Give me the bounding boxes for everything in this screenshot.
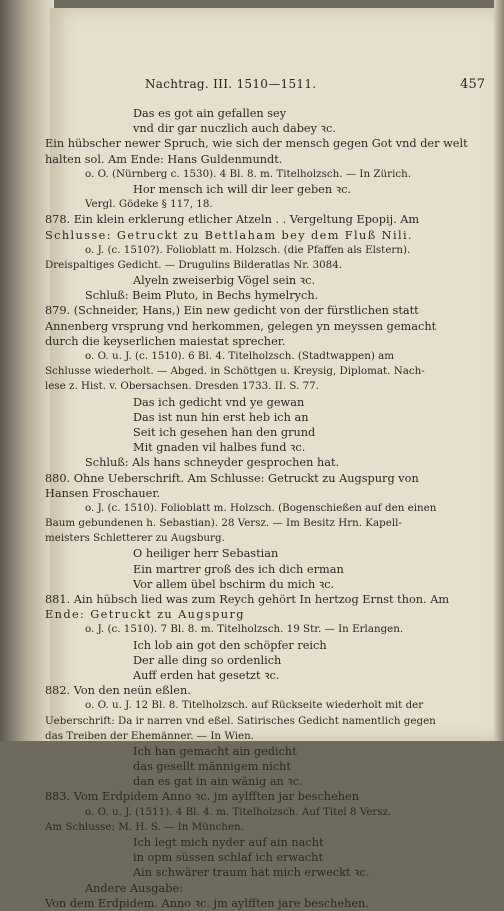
text-line: Von dem Erdpidem. Anno ꝛc. jm aylfften jare beschehen. — [45, 896, 369, 910]
text-line: Annenberg vrsprung vnd herkommen, gelegen yn meyssen gemacht — [45, 319, 437, 333]
text-line: in opm süssen schlaf ich erwacht — [133, 851, 323, 865]
page-body — [45, 106, 485, 911]
page-stack-edge — [494, 0, 504, 741]
text-line: o. O. u. J. 12 Bl. 8. Titelholzsch. auf Rückseite wiederholt mit der — [85, 699, 424, 712]
text-line: o. J. (c. 1510?). Folioblatt m. Holzsch. (die Pfaffen als Elstern). — [85, 243, 411, 256]
text-line: Hansen Froschauer. — [45, 486, 161, 500]
text-line: Ueberschrift: Da ir narren vnd eßel. Satirisches Gedicht namentlich gegen — [45, 714, 436, 727]
running-title: Nachtrag. III. 1510—1511. — [145, 77, 317, 91]
text-line: o. O. (Nürnberg c. 1530). 4 Bl. 8. m. Titelholzsch. — In Zürich. — [85, 167, 412, 180]
text-line: Ich han gemacht ain gedicht — [133, 744, 297, 758]
text-line: 880. Ohne Ueberschrift. Am Schlusse: Getruckt zu Augspurg von — [45, 471, 419, 485]
text-line: das Treiben der Ehemänner. — In Wien. — [45, 729, 255, 742]
text-line: Vor allem übel bschirm du mich ꝛc. — [133, 577, 335, 591]
text-line: Schlusse: Getruckt zu Bettlaham bey dem Fluß Nili. — [45, 228, 413, 242]
text-line: Ich lob ain got den schöpfer reich — [133, 638, 327, 652]
text-line: Das es got ain gefallen sey — [133, 107, 287, 120]
text-line: Das ich gedicht vnd ye gewan — [133, 395, 305, 409]
page-number: 457 — [460, 77, 485, 92]
text-line: Schluß: Als hans schneyder gesprochen hat. — [85, 456, 340, 470]
text-line: Schluß: Beim Pluto, in Bechs hymelrych. — [85, 289, 319, 303]
text-line: Das ist nun hin erst heb ich an — [133, 410, 309, 424]
text-line: halten sol. Am Ende: Hans Guldenmundt. — [45, 152, 283, 166]
text-line: o. J. (c. 1510). Folioblatt m. Holzsch. (Bogenschießen auf den einen — [85, 501, 437, 514]
text-line: 879. (Schneider, Hans,) Ein new gedicht von der fürstlichen statt — [45, 304, 419, 318]
text-line: O heiliger herr Sebastian — [133, 547, 279, 561]
text-line: lese z. Hist. v. Obersachsen. Dresden 1733. II. S. 77. — [45, 380, 320, 393]
text-line: o. O. u. J. (1511). 4 Bl. 4. m. Titelholzsch. Auf Titel 8 Versz. — [85, 805, 392, 818]
text-line: 878. Ein klein erklerung etlicher Atzeln . . Vergeltung Epopij. Am — [45, 213, 420, 227]
text-line: Auff erden hat gesetzt ꝛc. — [133, 668, 280, 682]
text-line: Schlusse wiederholt. — Abged. in Schöttgen u. Kreysig, Diplomat. Nach- — [45, 365, 425, 378]
text-line: Mit gnaden vil halbes fund ꝛc. — [133, 441, 306, 455]
text-line: Ain schwärer traum hat mich erweckt ꝛc. — [133, 866, 370, 880]
text-line: Seit ich gesehen han den grund — [133, 425, 316, 439]
text-line: Der alle ding so ordenlich — [133, 653, 282, 667]
text-line: Alyeln zweiserbig Vögel sein ꝛc. — [133, 274, 316, 288]
text-line: meisters Schletterer zu Augsburg. — [45, 532, 225, 545]
text-line: 881. Ain hübsch lied was zum Reych gehört In hertzog Ernst thon. Am — [45, 593, 450, 606]
text-line: Vergl. Gödeke § 117, 18. — [85, 198, 213, 211]
text-line: vnd dir gar nuczlich auch dabey ꝛc. — [133, 122, 336, 136]
text-line: Ende: Getruckt zu Augspurg — [45, 608, 245, 622]
book-cover-edge — [0, 0, 28, 741]
text-line: Dreispaltiges Gedicht. — Drugulins Bilderatlas Nr. 3084. — [45, 258, 343, 271]
text-line: Hor mensch ich will dir leer geben ꝛc. — [133, 182, 351, 196]
text-line: Ich legt mich nyder auf ain nacht — [133, 836, 324, 849]
text-line: Ein hübscher newer Spruch, wie sich der mensch gegen Got vnd der welt — [45, 137, 468, 151]
text-line: Ein martrer groß des ich dich erman — [133, 562, 344, 576]
text-line: 883. Vom Erdpidem Anno ꝛc. jm aylfften jar beschehen — [45, 790, 359, 804]
text-line: 882. Von den neün eßlen. — [45, 684, 191, 698]
text-line: o. O. u. J. (c. 1510). 6 Bl. 4. Titelholzsch. (Stadtwappen) am — [85, 350, 395, 362]
text-line: Baum gebundenen h. Sebastian). 28 Versz. — Im Besitz Hrn. Kapell- — [45, 517, 402, 530]
text-line: durch die keyserlichen maiestat sprecher. — [45, 334, 286, 348]
text-line: das gesellt männigem nicht — [133, 760, 291, 774]
text-line: o. J. (c. 1510). 7 Bl. 8. m. Titelholzsch. 19 Str. — In Erlangen. — [85, 623, 404, 636]
text-line: Am Schlusse: M. H. S. — In München. — [45, 820, 244, 833]
text-line: dan es gat in ain wänig an ꝛc. — [133, 775, 303, 789]
text-line: Andere Ausgabe: — [85, 881, 183, 895]
running-header — [145, 77, 485, 95]
